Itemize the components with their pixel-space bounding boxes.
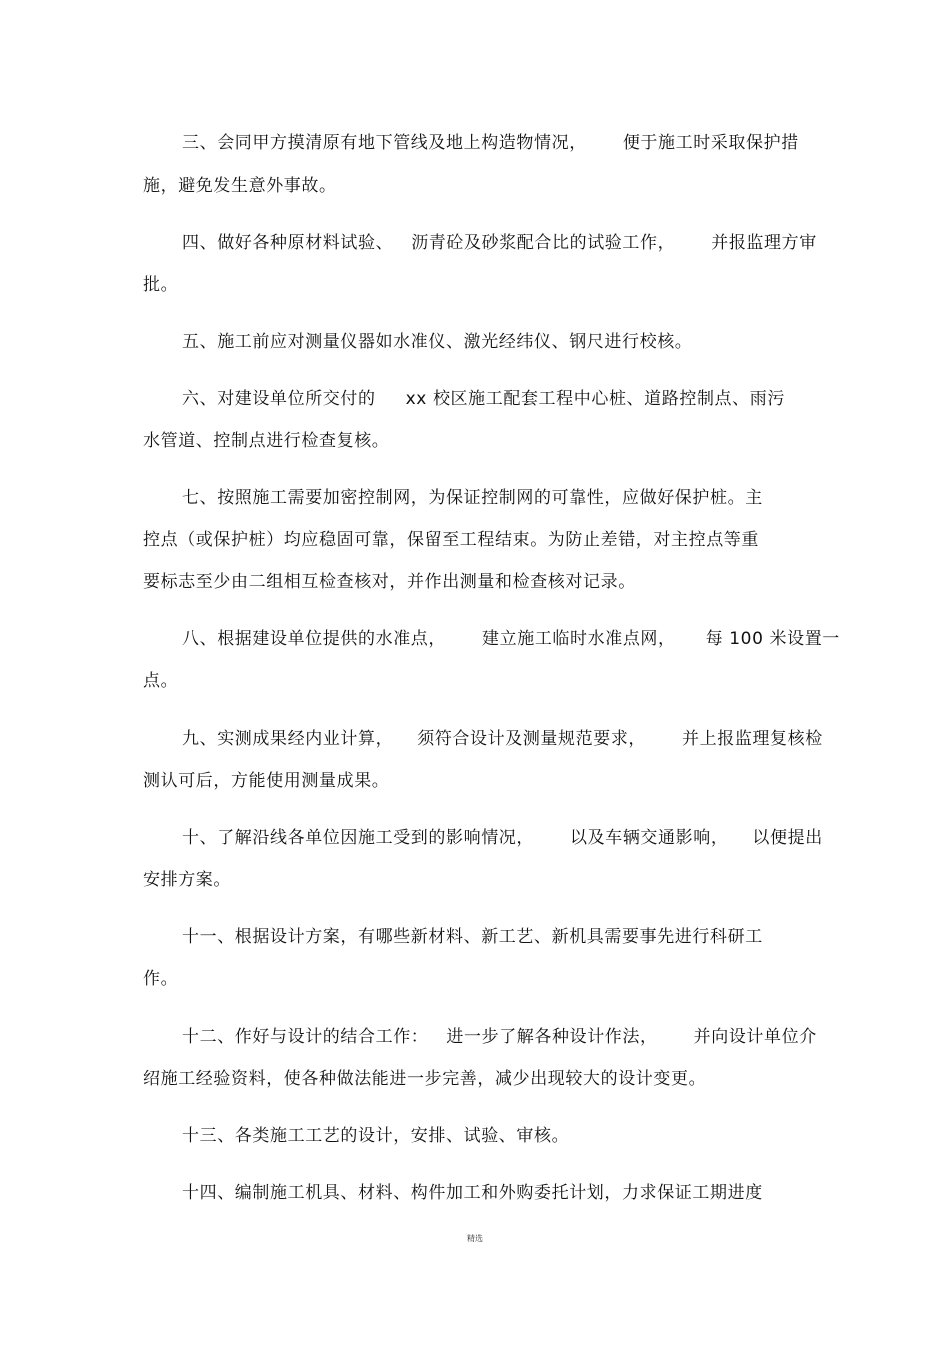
paragraph-7-line-1: 七、按照施工需要加密控制网，为保证控制网的可靠性，应做好保护桩。主 [182, 488, 763, 508]
paragraph-10-line-2: 安排方案。 [143, 870, 231, 890]
paragraph-8-line-1: 八、根据建设单位提供的水准点， 建立施工临时水准点网， 每 100 米设置一 [182, 629, 840, 649]
paragraph-4-line-1: 四、做好各种原材料试验、 沥青砼及砂浆配合比的试验工作， 并报监理方审 [182, 233, 817, 253]
paragraph-12-line-1: 十二、作好与设计的结合工作： 进一步了解各种设计作法， 并向设计单位介 [182, 1027, 817, 1047]
paragraph-7-line-3: 要标志至少由二组相互检查核对，并作出测量和检查核对记录。 [143, 572, 636, 592]
paragraph-11-line-1: 十一、根据设计方案，有哪些新材料、新工艺、新机具需要事先进行科研工 [182, 927, 763, 947]
paragraph-12-line-2: 绍施工经验资料，使各种做法能进一步完善，减少出现较大的设计变更。 [143, 1069, 707, 1089]
page-footer: 精选 [467, 1234, 483, 1243]
paragraph-3-line-1: 三、会同甲方摸清原有地下管线及地上构造物情况， 便于施工时采取保护措 [182, 133, 799, 153]
paragraph-4-line-2: 批。 [143, 275, 179, 295]
paragraph-7-line-2: 控点（或保护桩）均应稳固可靠，保留至工程结束。为防止差错，对主控点等重 [143, 530, 759, 550]
paragraph-8-line-2: 点。 [143, 671, 179, 691]
paragraph-10-line-1: 十、了解沿线各单位因施工受到的影响情况， 以及车辆交通影响， 以便提出 [182, 828, 823, 848]
paragraph-9-line-2: 测认可后，方能使用测量成果。 [143, 771, 390, 791]
paragraph-13-line-1: 十三、各类施工工艺的设计，安排、试验、审核。 [182, 1126, 570, 1146]
paragraph-9-line-1: 九、实测成果经内业计算， 须符合设计及测量规范要求， 并上报监理复核检 [182, 729, 823, 749]
paragraph-11-line-2: 作。 [143, 969, 179, 989]
paragraph-3-line-2: 施，避免发生意外事故。 [143, 176, 337, 196]
paragraph-5-line-1: 五、施工前应对测量仪器如水准仪、激光经纬仪、钢尺进行校核。 [182, 332, 693, 352]
paragraph-14-line-1: 十四、编制施工机具、材料、构件加工和外购委托计划，力求保证工期进度 [182, 1183, 763, 1203]
paragraph-6-line-1: 六、对建设单位所交付的 xx 校区施工配套工程中心桩、道路控制点、雨污 [182, 389, 785, 409]
paragraph-6-line-2: 水管道、控制点进行检查复核。 [143, 431, 390, 451]
